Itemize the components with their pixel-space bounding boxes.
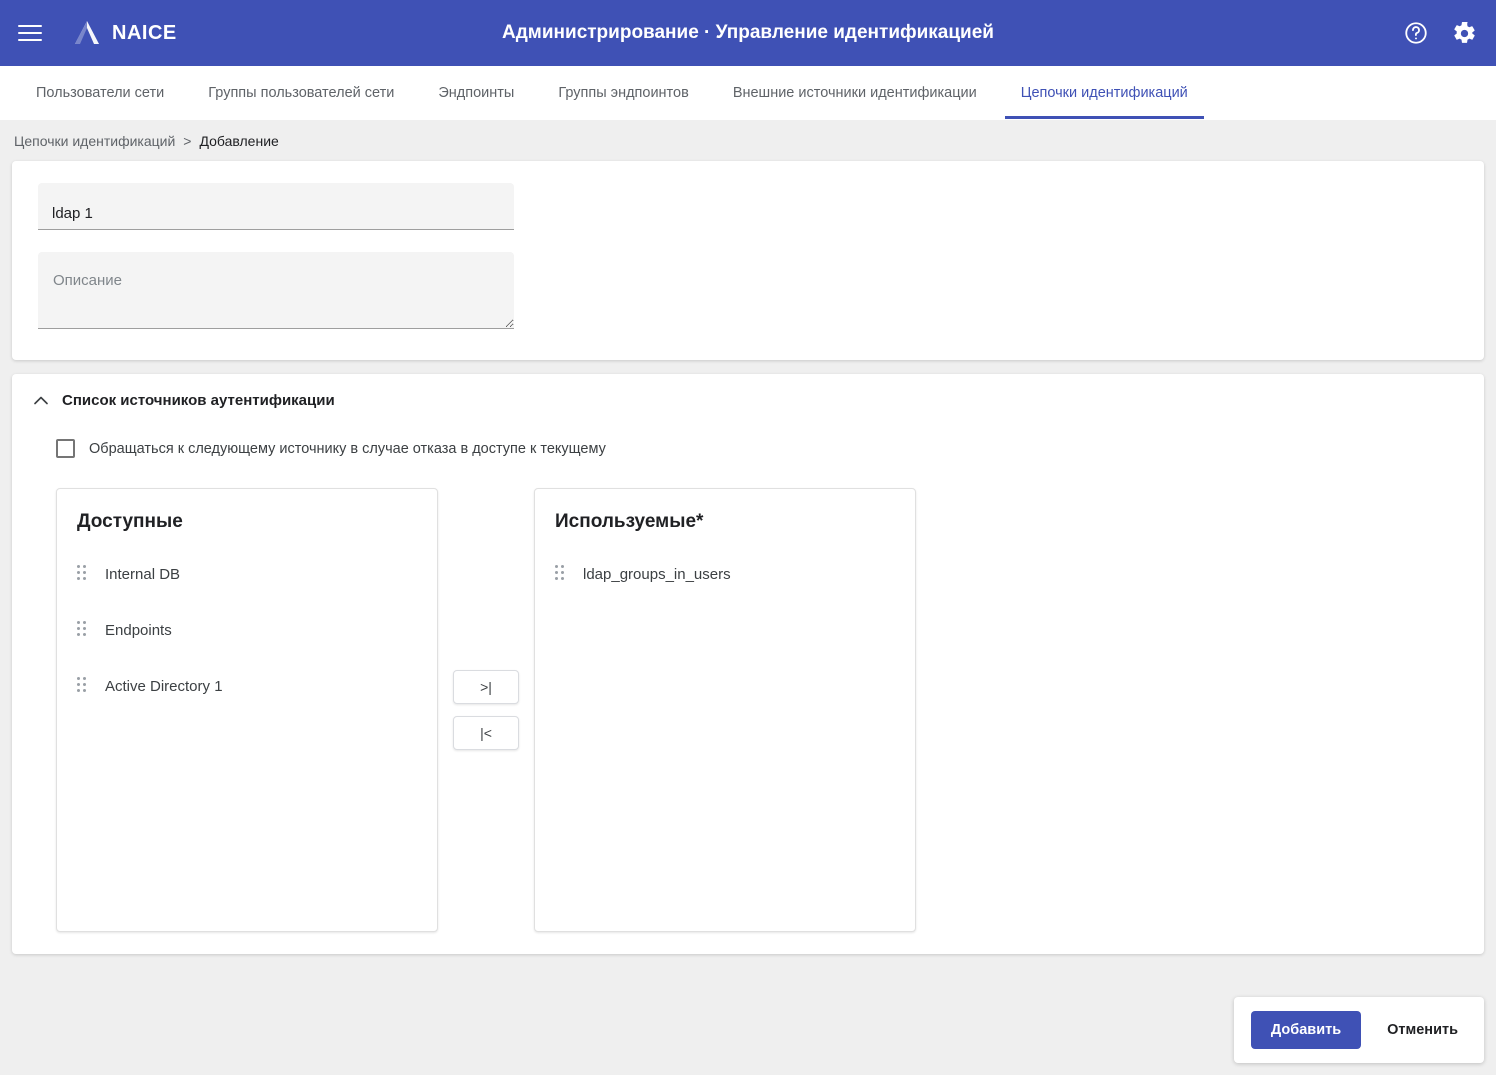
form-action-bar bbox=[1234, 997, 1484, 1063]
brand-name: NAICE bbox=[112, 21, 177, 44]
tab-label: Группы эндпоинтов bbox=[558, 84, 689, 101]
auth-sources-section-header[interactable] bbox=[34, 392, 1462, 409]
auth-sources-card bbox=[12, 374, 1484, 954]
used-sources-panel bbox=[534, 488, 916, 932]
help-icon[interactable] bbox=[1402, 19, 1430, 47]
tab-network-users[interactable] bbox=[14, 66, 186, 119]
tab-label: Цепочки идентификаций bbox=[1020, 84, 1188, 101]
tab-label: Эндпоинты bbox=[438, 84, 515, 101]
header-actions bbox=[1402, 19, 1478, 47]
fallback-checkbox[interactable] bbox=[56, 439, 75, 458]
submit-button[interactable]: Добавить bbox=[1251, 1011, 1361, 1049]
list-item-label: Endpoints bbox=[105, 621, 172, 639]
app-header bbox=[0, 0, 1496, 66]
drag-handle-icon[interactable] bbox=[555, 565, 567, 583]
drag-handle-icon[interactable] bbox=[77, 677, 89, 695]
tab-label: Группы пользователей сети bbox=[208, 84, 395, 101]
tab-endpoints[interactable] bbox=[416, 66, 536, 119]
list-item-label: ldap_groups_in_users bbox=[583, 565, 731, 583]
name-field-wrapper bbox=[38, 183, 514, 230]
move-right-button[interactable]: >| bbox=[453, 670, 519, 704]
hamburger-icon[interactable] bbox=[18, 16, 52, 50]
list-item[interactable] bbox=[77, 555, 417, 593]
fallback-checkbox-row[interactable] bbox=[56, 439, 1462, 458]
available-sources-title: Доступные bbox=[77, 511, 183, 532]
drag-handle-icon[interactable] bbox=[77, 565, 89, 583]
list-item[interactable] bbox=[555, 555, 895, 593]
cancel-button[interactable]: Отменить bbox=[1379, 1011, 1466, 1049]
list-item[interactable] bbox=[77, 667, 417, 705]
tab-label: Пользователи сети bbox=[36, 84, 165, 101]
used-sources-title: Используемые* bbox=[555, 511, 704, 532]
tab-endpoint-groups[interactable] bbox=[536, 66, 710, 119]
available-sources-panel bbox=[56, 488, 438, 932]
tab-identity-chains[interactable] bbox=[999, 66, 1210, 119]
breadcrumb-current: Добавление bbox=[199, 133, 279, 149]
gear-icon[interactable] bbox=[1450, 19, 1478, 47]
page-title: Администрирование · Управление идентификацией bbox=[502, 22, 994, 43]
description-textarea[interactable] bbox=[38, 252, 514, 329]
main-tabs bbox=[0, 66, 1496, 120]
list-item-label: Active Directory 1 bbox=[105, 677, 223, 695]
content-area bbox=[0, 120, 1496, 1075]
dual-list-transfer bbox=[34, 488, 1462, 932]
brand bbox=[72, 18, 177, 48]
name-input[interactable] bbox=[38, 183, 514, 230]
breadcrumb-root[interactable]: Цепочки идентификаций bbox=[14, 133, 176, 149]
transfer-controls bbox=[438, 488, 534, 932]
naice-logo-icon bbox=[72, 18, 102, 48]
list-item-label: Internal DB bbox=[105, 565, 181, 583]
description-field-label: Описание bbox=[53, 272, 123, 289]
tab-network-user-groups[interactable] bbox=[186, 66, 416, 119]
tab-external-identity-sources[interactable] bbox=[711, 66, 999, 119]
move-left-button[interactable]: |< bbox=[453, 716, 519, 750]
list-item[interactable] bbox=[77, 611, 417, 649]
fallback-checkbox-label: Обращаться к следующему источнику в случае отказа в доступе к текущему bbox=[89, 440, 606, 457]
tab-label: Внешние источники идентификации bbox=[732, 84, 977, 101]
description-field-wrapper bbox=[38, 252, 514, 334]
identity-chain-form-card bbox=[12, 161, 1484, 360]
breadcrumb-separator: > bbox=[183, 133, 192, 149]
breadcrumb bbox=[12, 120, 1484, 161]
auth-sources-section-title: Список источников аутентификации bbox=[62, 392, 335, 409]
chevron-up-icon[interactable] bbox=[34, 394, 48, 408]
drag-handle-icon[interactable] bbox=[77, 621, 89, 639]
